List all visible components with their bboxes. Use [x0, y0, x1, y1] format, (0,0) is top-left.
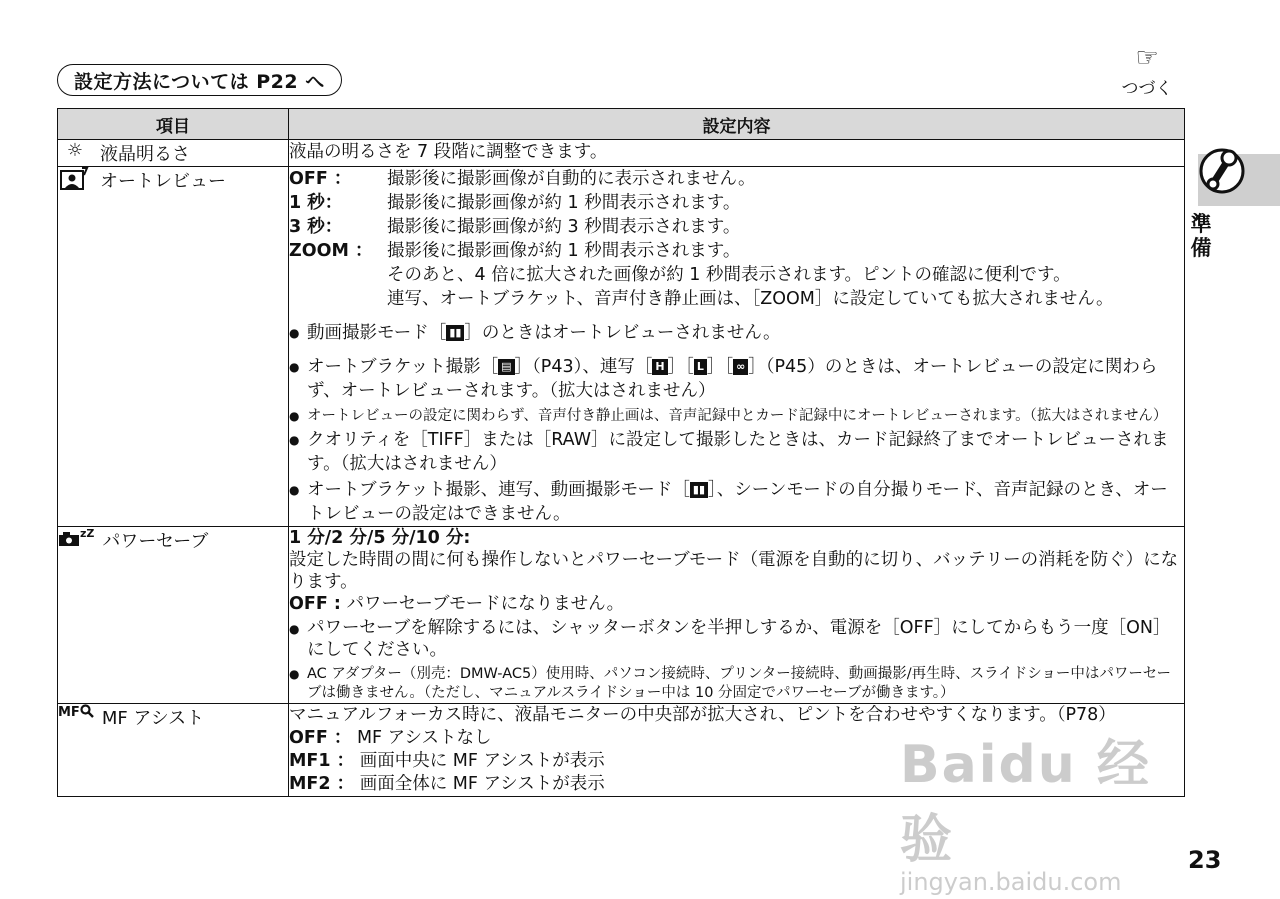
film-icon: ▮▮ — [446, 325, 464, 341]
bullet-icon: ● — [289, 483, 300, 497]
watermark-logo: Baidu 经验 — [900, 735, 1151, 870]
item-name-mfassist: MF アシスト — [101, 708, 205, 729]
mfassist-description: マニュアルフォーカス時に、液晶モニターの中央部が拡大され、ピントを合わせやすくなります。（P78） — [289, 705, 1116, 725]
bullet-icon: ● — [289, 409, 300, 423]
power-save-icon — [58, 527, 94, 549]
note-ac-adapter — [289, 665, 1184, 703]
option-value: パワーセーブモードになりません。 — [340, 594, 625, 614]
note-text: ］（P43）、連写［ — [514, 357, 653, 377]
note-quality — [289, 428, 1184, 476]
item-cell-mfassist — [58, 704, 289, 797]
item-cell-autoreview — [58, 167, 289, 527]
note-text: クオリティを［TIFF］または［RAW］に設定して撮影したときは、カード記録終了までオートレビューされます。（拡大はされません） — [307, 430, 1169, 474]
option-value: 撮影後に撮影画像が約 1 秒間表示されます。 — [387, 193, 741, 213]
burst-unlimited-icon: ∞ — [733, 359, 748, 375]
option-key: 1 秒： — [289, 193, 343, 213]
auto-bracket-icon: ▤ — [498, 359, 514, 375]
mf-icon-text: MF — [58, 705, 80, 720]
item-name-brightness: 液晶明るさ — [100, 144, 190, 165]
option-key: OFF ： — [289, 728, 352, 748]
item-cell-brightness — [58, 140, 289, 167]
content-autoreview — [289, 167, 1185, 527]
note-text: ］［ — [667, 357, 694, 377]
note-text: ］、シーンモードの自分撮りモード、音声記録のとき、オートレビューの設定はできません。 — [307, 480, 1168, 524]
mf-magnify-icon — [58, 704, 94, 720]
note-text: ］のときはオートレビューされません。 — [464, 323, 781, 343]
item-cell-powersave — [58, 527, 289, 704]
note-motion-picture — [289, 321, 1184, 345]
option-value: 撮影後に撮影画像が自動的に表示されません。 — [387, 169, 756, 189]
bullet-icon: ● — [289, 622, 300, 636]
option-key: 3 秒： — [289, 217, 343, 237]
zoom-line-2: そのあと、4 倍に拡大された画像が約 1 秒間表示されます。ピントの確認に便利です。 — [387, 265, 1071, 285]
page-number: 23 — [1188, 846, 1222, 874]
zoom-line-1: 撮影後に撮影画像が約 1 秒間表示されます。 — [387, 241, 741, 261]
option-1s — [289, 191, 1184, 215]
note-text: 動画撮影モード［ — [307, 323, 447, 343]
option-key: ZOOM ： — [289, 241, 373, 261]
option-key: MF1 ： — [289, 751, 355, 771]
table-header-row — [58, 109, 1185, 140]
section-label: 準備 — [1190, 212, 1212, 260]
review-icon — [58, 167, 92, 196]
option-value — [387, 239, 1184, 311]
wrench-icon — [1196, 142, 1248, 200]
content-powersave — [289, 527, 1185, 704]
note-text: AC アダプター（別売：DMW-AC5）使用時、パソコン接続時、プリンター接続時、動画撮影/再生時、スライドショー中はパワーセーブは働きません。（ただし、マニュアルスライドショー中は 10 分固定でパワーセーブが働きます。） — [307, 666, 1172, 701]
option-zoom — [289, 239, 1184, 311]
content-brightness: 液晶の明るさを 7 段階に調整できます。 — [289, 140, 1185, 167]
note-text: ］［ — [706, 357, 734, 377]
option-off — [289, 167, 1184, 191]
header-content: 設定内容 — [289, 109, 1185, 140]
burst-high-icon: H — [652, 359, 667, 375]
pointing-hand-icon: ☞ — [1135, 43, 1159, 73]
option-value: 画面中央に MF アシストが表示 — [354, 751, 605, 771]
option-mf1 — [289, 750, 1184, 773]
continue-marker — [1112, 44, 1182, 99]
option-off — [289, 727, 1184, 750]
continue-label: つづく — [1121, 79, 1173, 99]
note-text: ］（P45）のときは、オートレビューの設定に関わらず、オートレビューされます。（拡大はされません） — [307, 357, 1158, 401]
option-mf2 — [289, 773, 1184, 796]
note-text: オートレビューの設定に関わらず、音声付き静止画は、音声記録中とカード記録中にオートレビューされます。（拡大はされません） — [307, 408, 1168, 424]
film-icon: ▮▮ — [690, 482, 708, 498]
row-mfassist — [58, 704, 1185, 797]
note-not-settable — [289, 478, 1184, 526]
option-value: 撮影後に撮影画像が約 3 秒間表示されます。 — [387, 217, 741, 237]
bullet-icon: ● — [289, 360, 300, 374]
option-value: 画面全体に MF アシストが表示 — [354, 774, 605, 794]
reference-note: 設定方法については P22 へ — [57, 64, 342, 96]
sun-icon: ☼ — [66, 140, 84, 161]
powersave-heading: 1 分/2 分/5 分/10 分: — [289, 528, 471, 548]
watermark-url: jingyan.baidu.com — [900, 868, 1122, 896]
burst-low-icon: L — [694, 359, 707, 375]
item-name-autoreview: オートレビュー — [100, 171, 226, 192]
note-audio-still — [289, 407, 1184, 426]
note-auto-bracket — [289, 355, 1184, 403]
settings-table — [57, 108, 1185, 797]
row-autoreview — [58, 167, 1185, 527]
bullet-icon: ● — [289, 433, 300, 447]
option-key: OFF ： — [289, 169, 352, 189]
item-name-powersave: パワーセーブ — [102, 531, 209, 552]
row-brightness — [58, 140, 1185, 167]
row-powersave — [58, 527, 1185, 704]
note-text: パワーセーブを解除するには、シャッターボタンを半押しするか、電源を［OFF］にしてからもう一度［ON］にしてください。 — [307, 618, 1171, 660]
powersave-description: 設定した時間の間に何も操作しないとパワーセーブモード（電源を自動的に切り、バッテリーの消耗を防ぐ）になります。 — [289, 550, 1179, 592]
option-3s — [289, 215, 1184, 239]
header-item: 項目 — [58, 109, 289, 140]
note-text: オートブラケット撮影［ — [307, 357, 499, 377]
content-mfassist — [289, 704, 1185, 797]
power-save-sup: zZ — [80, 527, 95, 540]
option-value: MF アシストなし — [351, 728, 492, 748]
bullet-icon: ● — [289, 326, 300, 340]
note-text: オートブラケット撮影、連写、動画撮影モード［ — [307, 480, 690, 500]
zoom-line-3: 連写、オートブラケット、音声付き静止画は、［ZOOM］に設定していても拡大されません。 — [387, 289, 1114, 309]
option-key: OFF : — [289, 594, 341, 614]
note-cancel-powersave — [289, 617, 1184, 661]
option-key: MF2 ： — [289, 774, 355, 794]
bullet-icon: ● — [289, 667, 300, 681]
